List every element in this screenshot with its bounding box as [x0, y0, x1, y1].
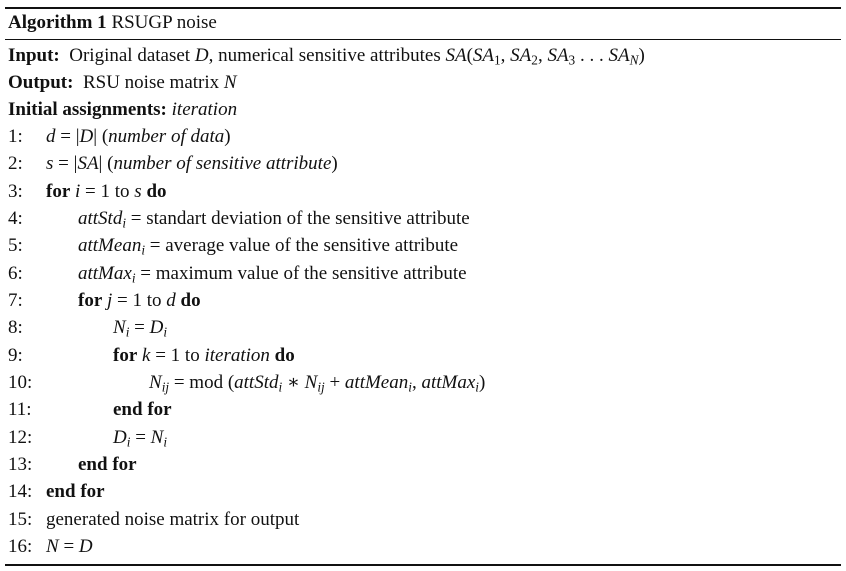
- algorithm-line: for j = 1 to d do: [78, 290, 201, 311]
- algorithm-line: attStd$_i$ = standart deviation of the sensitive attribute: [78, 208, 470, 231]
- bottom-rule: [5, 564, 841, 566]
- algorithm-line: generated noise matrix for output: [46, 509, 300, 530]
- line-number: 14:: [8, 481, 33, 502]
- initial-label: Initial assignments:: [8, 99, 167, 120]
- line-number: 4:: [8, 208, 23, 229]
- input-label: Input:: [8, 45, 60, 66]
- algorithm-line: s = |SA| (number of sensitive attribute): [46, 153, 338, 174]
- algorithm-title: [8, 10, 217, 36]
- initial-text: iteration: [171, 99, 238, 120]
- algorithm-line: end for: [113, 399, 172, 420]
- initial-assignments-line: [8, 98, 237, 122]
- line-number: 5:: [8, 235, 23, 256]
- algorithm-line: attMax$_i$ = maximum value of the sensitive attribute: [78, 263, 467, 286]
- algorithm-line: $N_i = D_i$: [113, 317, 168, 340]
- title-rule: [5, 39, 841, 40]
- algorithm-line: $D_i = N_i$: [113, 427, 168, 450]
- line-number: 8:: [8, 317, 23, 338]
- algorithm-line: end for: [78, 454, 137, 475]
- line-number: 2:: [8, 153, 23, 174]
- algorithm-line: d = |D| (number of data): [46, 126, 231, 147]
- algorithm-line: attMean$_i$ = average value of the sensitive attribute: [78, 235, 459, 258]
- line-number: 10:: [8, 372, 33, 393]
- line-number: 9:: [8, 345, 23, 366]
- algorithm-name: RSUGP noise: [111, 12, 217, 33]
- output-line: Output: RSU noise matrix N: [8, 72, 237, 93]
- algorithm-line: for i = 1 to s do: [46, 181, 167, 202]
- algorithm-line: end for: [46, 481, 105, 502]
- line-number: 13:: [8, 454, 33, 475]
- algorithm-label: Algorithm 1: [8, 12, 107, 33]
- algorithm-line: for k = 1 to iteration do: [113, 345, 295, 366]
- line-number: 11:: [8, 399, 32, 420]
- line-number: 16:: [8, 536, 33, 557]
- line-number: 7:: [8, 290, 23, 311]
- output-label: Output:: [8, 72, 74, 93]
- line-number: 6:: [8, 263, 23, 284]
- algorithm-line: $N_{ij}$ = mod (attStd$_i$ ∗ $N_{ij}$ + attMean$_i$, attMax$_i$): [149, 372, 486, 395]
- line-number: 1:: [8, 126, 23, 147]
- input-line: Input: Original dataset D, numerical sensitive attributes $SA(SA_1$, $SA_2$, $SA_3$ . . . $SA_N$): [8, 45, 645, 68]
- algorithm-line: N = D: [46, 536, 93, 557]
- line-number: 12:: [8, 427, 33, 448]
- top-rule: [5, 7, 841, 9]
- line-number: 15:: [8, 509, 33, 530]
- line-number: 3:: [8, 181, 23, 202]
